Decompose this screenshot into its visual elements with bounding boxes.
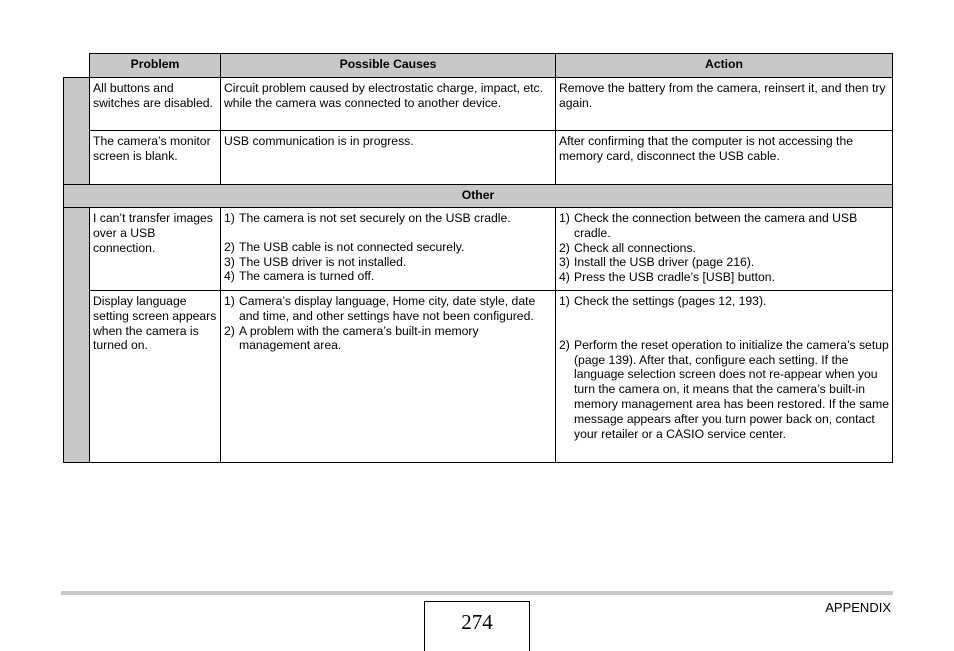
- item-number: 2): [224, 323, 235, 338]
- section-header-other: [64, 185, 893, 208]
- list-item: [559, 270, 889, 285]
- item-text: Perform the reset operation to initialize the camera’s setup (page 139). After that, configure each setting. If the language selection screen does not re-appear when you turn the camera on, it means that the camera’s built-in memory management area has been restored. If the same message appears after you turn power back on, contact your retailer or a CASIO service center.: [574, 337, 890, 441]
- header-action: Action: [556, 54, 893, 78]
- header-possible-causes: Possible Causes: [221, 54, 556, 78]
- item-text: Camera’s display language, Home city, date style, date and time, and other settings have not been configured.: [239, 294, 536, 323]
- problem-cell: Display language setting screen appears when the camera is turned on.: [90, 291, 221, 463]
- item-text: A problem with the camera’s built-in memory management area.: [239, 323, 479, 353]
- item-text: Check the connection between the camera and USB cradle.: [574, 211, 858, 240]
- list-item: [559, 255, 889, 270]
- item-number: 1): [559, 211, 570, 225]
- problem-cell: The camera’s monitor screen is blank.: [90, 131, 221, 185]
- problem-cell: I can’t transfer images over a USB connection.: [90, 208, 221, 291]
- table-row: [64, 78, 893, 131]
- item-text: Check the settings (pages 12, 193).: [574, 294, 767, 308]
- item-number: 2): [224, 239, 235, 254]
- header-row: [64, 54, 893, 78]
- cause-cell: USB communication is in progress.: [221, 131, 556, 185]
- cause-cell: [221, 208, 556, 291]
- item-number: 2): [559, 337, 570, 352]
- list-item: [224, 240, 552, 255]
- cause-cell: [221, 291, 556, 463]
- header-problem: Problem: [90, 54, 221, 78]
- action-cell: [556, 291, 893, 463]
- table-row: [64, 291, 893, 463]
- list-item: [224, 211, 552, 226]
- item-text: Install the USB driver (page 216).: [574, 255, 755, 270]
- item-text: Check all connections.: [574, 240, 696, 255]
- list-item: [224, 255, 552, 270]
- list-item: [224, 269, 552, 284]
- section-name: APPENDIX: [825, 600, 891, 615]
- item-text: The USB driver is not installed.: [239, 254, 407, 269]
- header-spacer: [64, 54, 90, 78]
- list-item: [559, 241, 889, 256]
- item-number: 4): [224, 269, 235, 284]
- cause-list: [224, 294, 552, 353]
- list-item: [224, 324, 552, 354]
- item-text: The camera is turned off.: [239, 269, 375, 284]
- action-cell: [556, 208, 893, 291]
- section-side-bar: [64, 208, 90, 463]
- item-number: 3): [224, 254, 235, 269]
- action-cell: Remove the battery from the camera, reinsert it, and then try again.: [556, 78, 893, 131]
- footer-rule: [61, 591, 893, 595]
- action-cell: After confirming that the computer is not accessing the memory card, disconnect the USB cable.: [556, 131, 893, 185]
- item-number: 1): [559, 294, 570, 308]
- cause-cell: Circuit problem caused by electrostatic charge, impact, etc. while the camera was connected to another device.: [221, 78, 556, 131]
- item-text: The camera is not set securely on the USB cradle.: [239, 211, 511, 225]
- item-number: 1): [224, 294, 235, 308]
- section-label: Other: [64, 185, 893, 208]
- table-row: [64, 131, 893, 185]
- action-list: [559, 211, 889, 285]
- section-side-bar: [64, 78, 90, 185]
- item-text: The USB cable is not connected securely.: [239, 239, 465, 254]
- problem-cell: All buttons and switches are disabled.: [90, 78, 221, 131]
- page-number: 274: [424, 601, 530, 651]
- table-row: [64, 208, 893, 291]
- list-item: [559, 294, 889, 309]
- item-text: Press the USB cradle’s [USB] button.: [574, 270, 775, 285]
- cause-list: [224, 211, 552, 284]
- item-number: 1): [224, 211, 235, 225]
- list-item: [224, 294, 552, 324]
- list-item: [559, 338, 889, 442]
- action-list: [559, 294, 889, 441]
- item-number: 3): [559, 255, 570, 270]
- troubleshooting-table: [63, 53, 893, 463]
- item-number: 4): [559, 270, 570, 285]
- list-item: [559, 211, 889, 241]
- item-number: 2): [559, 240, 570, 255]
